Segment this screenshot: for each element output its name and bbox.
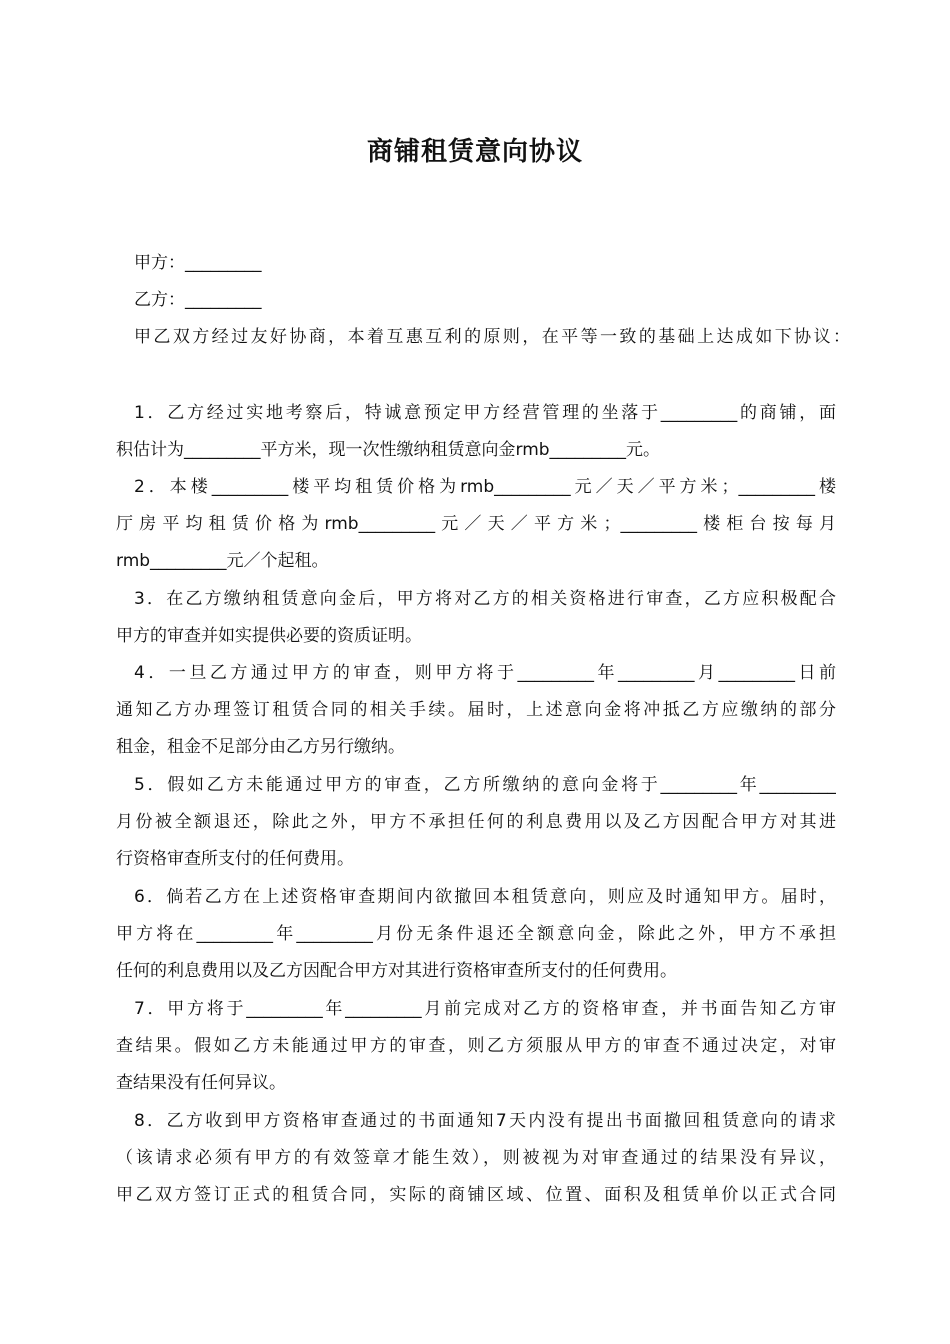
party-b-line: 乙方：_________: [134, 290, 262, 310]
clause-2-line-3: rmb_________元／个起租。: [116, 551, 329, 571]
clause-4-line-1: 4．一旦乙方通过甲方的审查，则甲方将于_________年_________月_________日前: [134, 663, 836, 683]
clause-1-line-1: 1．乙方经过实地考察后，特诚意预定甲方经营管理的坐落于_________的商铺，面: [134, 403, 836, 423]
clause-7-line-3: 查结果没有任何异议。: [116, 1073, 286, 1093]
clause-8-line-1: 8．乙方收到甲方资格审查通过的书面通知7天内没有提出书面撤回租赁意向的请求: [134, 1111, 836, 1131]
document-title: 商铺租赁意向协议: [366, 137, 583, 167]
clause-6-line-2: 甲方将在_________年_________月份无条件退还全额意向金，除此之外，甲方不承担: [116, 924, 836, 944]
clause-8-line-3: 甲乙双方签订正式的租赁合同，实际的商铺区域、位置、面积及租赁单价以正式合同: [116, 1185, 836, 1205]
clause-3-line-1: 3．在乙方缴纳租赁意向金后，甲方将对乙方的相关资格进行审查，乙方应积极配合: [134, 589, 836, 609]
clause-7-line-1: 7．甲方将于_________年_________月前完成对乙方的资格审查，并书面告知乙方审: [134, 999, 836, 1019]
clause-7-line-2: 查结果。假如乙方未能通过甲方的审查，则乙方须服从甲方的审查不通过决定，对审: [116, 1036, 836, 1056]
clause-6-line-1: 6．倘若乙方在上述资格审查期间内欲撤回本租赁意向，则应及时通知甲方。届时，: [134, 887, 836, 907]
clause-2-line-2: 厅房平均租赁价格为rmb_________元／天／平方米；_________楼柜台按每月: [116, 514, 836, 534]
clause-8-line-2: （该请求必须有甲方的有效签章才能生效），则被视为对审查通过的结果没有异议，: [116, 1148, 836, 1168]
clause-3-line-2: 甲方的审查并如实提供必要的资质证明。: [116, 626, 422, 646]
clause-5-line-3: 行资格审查所支付的任何费用。: [116, 849, 354, 869]
preamble-line: 甲乙双方经过友好协商，本着互惠互利的原则，在平等一致的基础上达成如下协议：: [134, 327, 850, 347]
clause-2-line-1: 2．本楼_________楼平均租赁价格为rmb_________元／天／平方米；_________楼: [134, 477, 836, 497]
clause-5-line-2: 月份被全额退还，除此之外，甲方不承担任何的利息费用以及乙方因配合甲方对其进: [116, 812, 836, 832]
clause-6-line-3: 任何的利息费用以及乙方因配合甲方对其进行资格审查所支付的任何费用。: [116, 961, 677, 981]
clause-5-line-1: 5．假如乙方未能通过甲方的审查，乙方所缴纳的意向金将于_________年_________: [134, 775, 836, 795]
clause-4-line-2: 通知乙方办理签订租赁合同的相关手续。届时，上述意向金将冲抵乙方应缴纳的部分: [116, 700, 836, 720]
party-a-line: 甲方：_________: [134, 253, 262, 273]
clause-1-line-2: 积估计为_________平方米，现一次性缴纳租赁意向金rmb_________元。: [116, 440, 661, 460]
clause-4-line-3: 租金，租金不足部分由乙方另行缴纳。: [116, 737, 405, 757]
